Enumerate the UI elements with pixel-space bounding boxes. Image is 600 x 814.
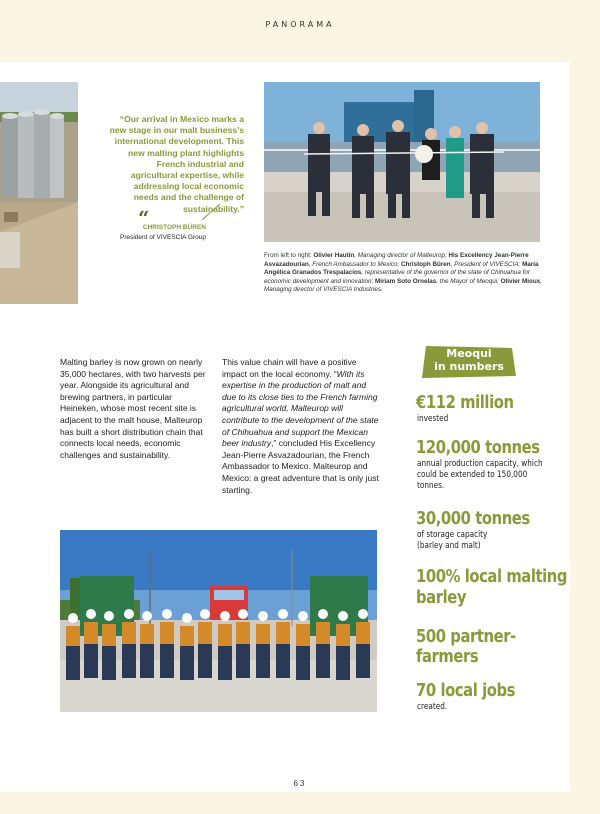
- stat-jobs-value: 70 local jobs: [416, 680, 516, 701]
- stat-jobs-label: created.: [417, 702, 448, 712]
- caption-person-name: María Angélica Granados Trespalacios: [264, 260, 539, 277]
- body-column-1: Malting barley is now grown on nearly 35,000 hectares, with two harvests per year. Alongside its agricultural and brewing partners, in particular Heineken, whose most recent site is adjacent to the malt house, Malteurop has built a short distribution chain that connects local needs, economic challenges and sustainability.: [60, 357, 206, 460]
- quote-divider-line: [200, 203, 222, 221]
- section-header: PANORAMA: [265, 20, 335, 29]
- caption-prefix: From left to right:: [264, 252, 314, 259]
- col2-quote: With its expertise in the production of malt and due to its close ties to the French farming agricultural world, Malteurop will contribute to the development of the state of Chihuahua and support the Mexican beer industry: [222, 368, 379, 449]
- stat-partner-farmers-line1: 500 partner-: [416, 626, 516, 647]
- stat-investment-value: €112 million: [416, 392, 514, 413]
- ribbon-cutting-photo: [264, 82, 540, 242]
- caption-person-name: Christoph Büren: [400, 260, 451, 268]
- stat-storage-value: 30,000 tonnes: [416, 508, 530, 529]
- body-column-2: [222, 357, 382, 496]
- col2-text: This value chain will have a positive impact on the local economy. “: [222, 357, 357, 379]
- caption-person-role: , Managing director of VIVESCIA Industries.: [264, 277, 542, 294]
- stat-production-label: annual production capacity, which could be extended to 150,000 tonnes.: [417, 459, 543, 491]
- caption-person-name: Miriam Soto Ornelas: [374, 277, 437, 285]
- stat-storage-label: of storage capacity (barley and malt): [417, 530, 488, 551]
- stat-production-value: 120,000 tonnes: [416, 437, 540, 458]
- stats-title-line2: in numbers: [434, 360, 504, 373]
- pull-quote: “Our arrival in Mexico marks a new stage in our malt business’s international development. This new malting plant highlights French industrial and agricultural expertise, while addressing local economic needs and the challenge of sustainability.”: [109, 114, 244, 214]
- photo-caption: [264, 252, 542, 295]
- caption-person-role: , French Ambassador to Mexico;: [308, 260, 401, 268]
- stats-title: [420, 347, 518, 373]
- caption-person-name: Olivier Hautin: [313, 252, 355, 259]
- stat-investment-label: invested: [417, 414, 449, 424]
- col2-text: ,” concluded His Excellency Jean-Pierre Asvazadourian, the French Ambassador to Mexico. Malteurop and Mexico: a great adventure that is only just starting.: [222, 438, 379, 495]
- stat-partner-farmers-line2: farmers: [416, 646, 479, 667]
- quote-author-name: CHRISTOPH BÜREN: [142, 224, 206, 231]
- caption-person-name: Olivier Mioux: [500, 277, 541, 285]
- stat-local-malting-line2: barley: [416, 587, 467, 608]
- stats-title-line1: Meoqui: [446, 347, 492, 360]
- page-number: 63: [293, 779, 307, 788]
- group-photo: [60, 530, 377, 712]
- caption-person-role: , representative of the governor of the state of Chihuahua for economic development and innovation;: [264, 269, 531, 285]
- quote-mark-icon: “: [138, 206, 150, 230]
- caption-person-role: , President of VIVESCIA;: [450, 260, 523, 268]
- quote-author-role: President of VIVESCIA Group: [120, 234, 206, 241]
- caption-person-role: , Managing director of Malteurop;: [354, 252, 449, 259]
- stat-local-malting-line1: 100% local malting: [416, 566, 568, 587]
- silos-photo: [0, 82, 78, 304]
- caption-person-name: His Excellency Jean-Pierre Asvazadourian: [264, 252, 529, 268]
- caption-person-role: , the Mayor of Meoqui;: [436, 277, 501, 285]
